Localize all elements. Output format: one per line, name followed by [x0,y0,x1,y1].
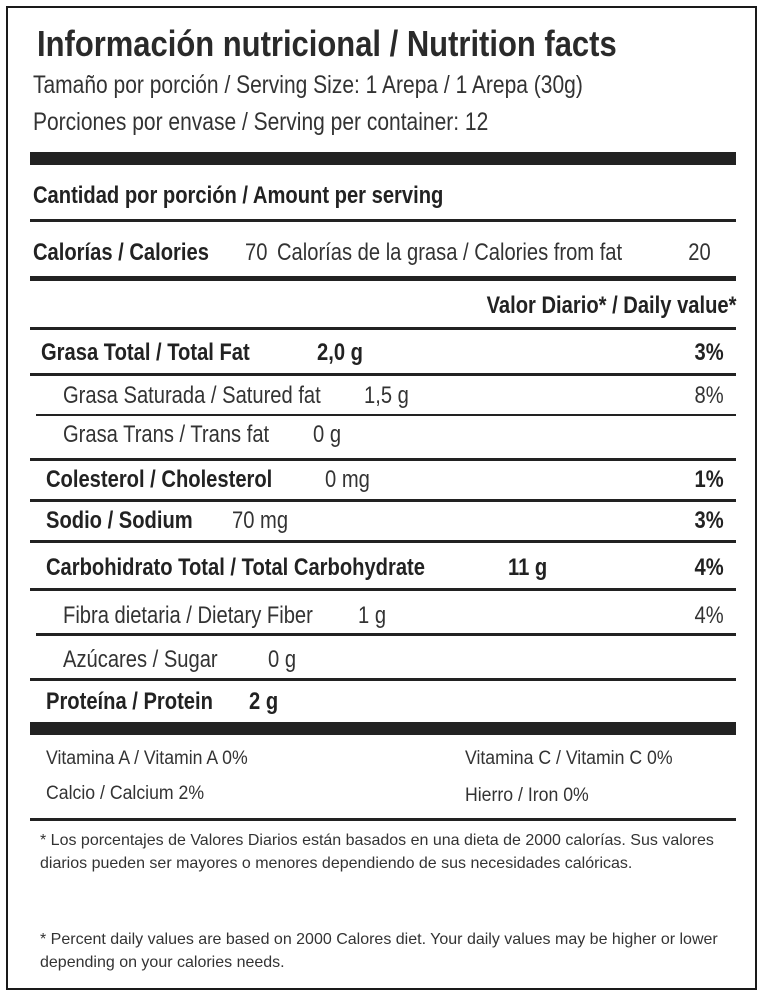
total-carbohydrate-amount: 11 g [508,554,548,581]
trans-fat-label: Grasa Trans / Trans fat [63,421,270,448]
calcium: Calcio / Calcium 2% [46,783,205,804]
total-carbohydrate-label: Carbohidrato Total / Total Carbohydrate [46,554,425,581]
divider [30,540,736,543]
divider [30,327,736,330]
daily-value-header: Valor Diario* / Daily value* [486,292,736,319]
divider [30,219,736,222]
total-fat-label: Grasa Total / Total Fat [41,339,250,366]
vitamin-c: Vitamina C / Vitamin C 0% [465,748,673,769]
divider [30,373,736,376]
divider [30,818,736,821]
thick-divider [30,722,736,735]
sugar-amount: 0 g [268,646,297,673]
total-carbohydrate-dv: 4% [694,554,724,581]
calories-from-fat-label: Calorías de la grasa / Calories from fat [277,239,623,266]
footnote-english: * Percent daily values are based on 2000 Calores diet. Your daily values may be higher or lower depending on your calories needs. [40,931,718,971]
sodium-amount: 70 mg [232,507,289,534]
dietary-fiber-amount: 1 g [358,602,387,629]
sugar-label: Azúcares / Sugar [63,646,218,673]
thick-divider [30,152,736,165]
dietary-fiber-dv: 4% [694,602,724,629]
iron: Hierro / Iron 0% [465,785,589,806]
saturated-fat-amount: 1,5 g [364,382,409,409]
sodium-dv: 3% [694,507,724,534]
sodium-label: Sodio / Sodium [46,507,193,534]
protein-label: Proteína / Protein [46,688,213,715]
dietary-fiber-label: Fibra dietaria / Dietary Fiber [63,602,313,629]
cholesterol-label: Colesterol / Cholesterol [46,466,273,493]
footnote-spanish: * Los porcentajes de Valores Diarios están basados en una dieta de 2000 calorías. Sus valores diarios pueden ser mayores o menores dependiendo de sus necesidades calóricas. [40,832,714,872]
protein-amount: 2 g [249,688,279,715]
divider [30,458,736,461]
divider [36,633,736,636]
vitamin-a: Vitamina A / Vitamin A 0% [46,748,248,769]
divider [36,414,736,416]
cholesterol-dv: 1% [694,466,724,493]
total-fat-amount: 2,0 g [317,339,363,366]
divider [30,678,736,681]
divider [30,276,736,281]
calories-value: 70 [245,239,268,266]
saturated-fat-label: Grasa Saturada / Satured fat [63,382,321,409]
trans-fat-amount: 0 g [313,421,342,448]
serving-size: Tamaño por porción / Serving Size: 1 Arepa / 1 Arepa (30g) [33,71,583,99]
label-title: Información nutricional / Nutrition facts [37,23,617,64]
total-fat-dv: 3% [694,339,724,366]
calories-label: Calorías / Calories [33,239,209,266]
divider [30,588,736,591]
amount-per-serving: Cantidad por porción / Amount per serving [33,182,444,209]
divider [30,499,736,502]
saturated-fat-dv: 8% [694,382,724,409]
cholesterol-amount: 0 mg [325,466,370,493]
calories-from-fat-value: 20 [688,239,711,266]
servings-per-container: Porciones por envase / Serving per container: 12 [33,108,489,136]
